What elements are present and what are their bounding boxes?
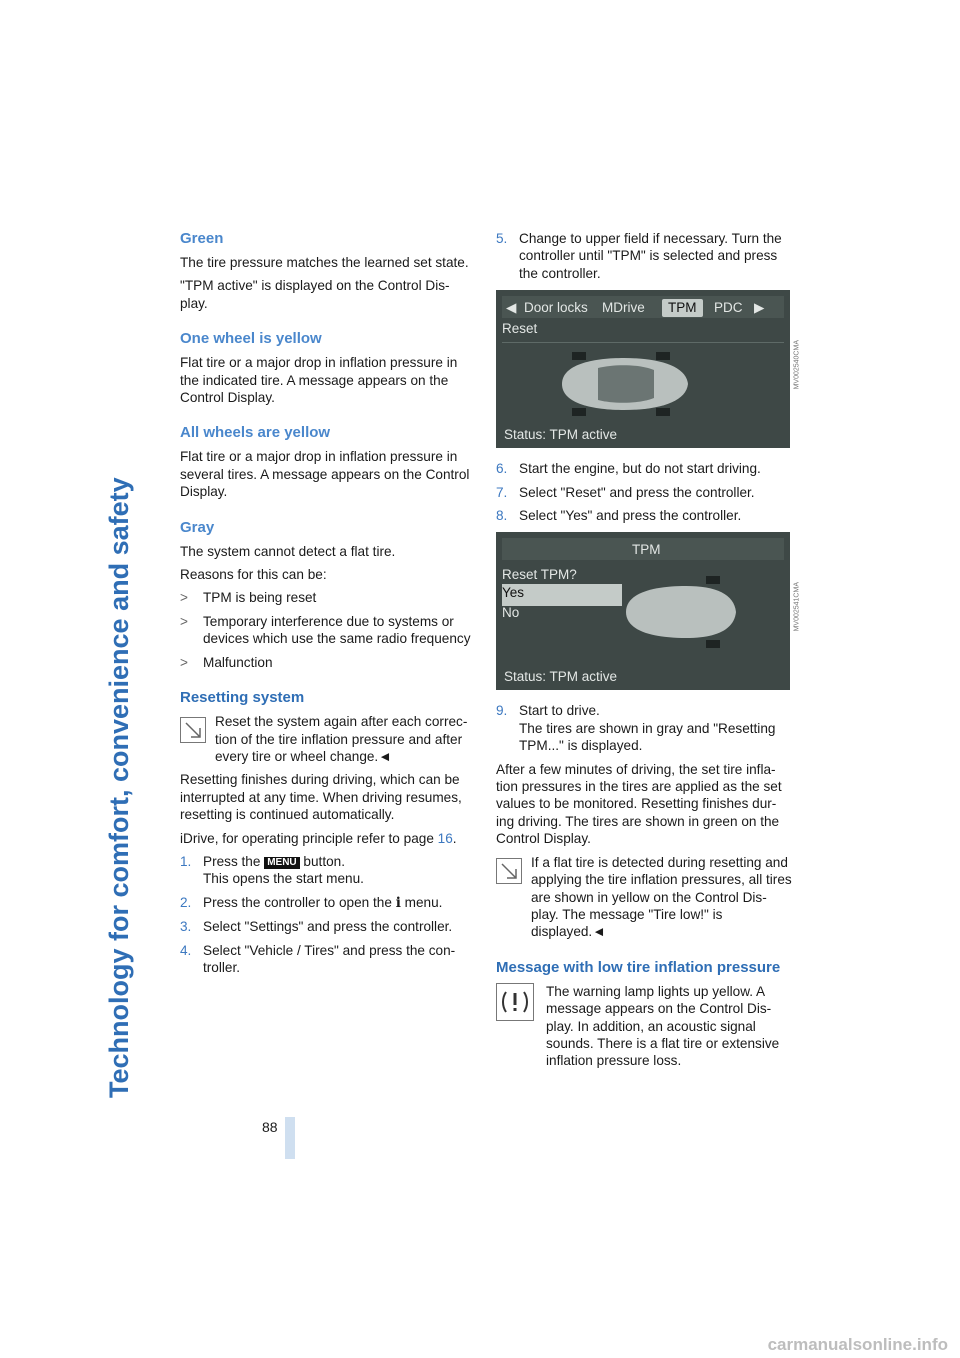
step-5: 5. Change to upper field if necessary. Turn the controller until "TPM" is selected and press the controller. [496, 231, 782, 281]
info-icon: i [395, 894, 401, 911]
step-1: 1. Press the MENU button. This opens the start menu. [180, 853, 364, 887]
screen-tab-bar [502, 296, 784, 318]
gray-text-2: Reasons for this can be: [180, 567, 327, 583]
reset-note [180, 713, 476, 765]
all-wheels-heading: All wheels are yellow [180, 424, 331, 442]
car-top-view-icon [554, 346, 694, 422]
flat-tire-note [496, 854, 792, 941]
menu-button-icon: MENU [264, 857, 299, 869]
chapter-side-title: Technology for comfort, convenience and safety [104, 477, 134, 1098]
tab-tpm: TPM [662, 299, 703, 316]
page-link[interactable]: 16 [437, 830, 453, 846]
warning-message-text: The warning lamp lights up yellow. A message appears on the Control Dis-play. In addition, an acoustic signal sounds. There is a flat tire or extensive inflation pressure loss. [546, 983, 780, 1069]
tab-door-locks: Door locks [524, 300, 588, 316]
one-wheel-text: Flat tire or a major drop in inflation pressure in the indicated tire. A message appears on the Control Display. [180, 355, 458, 406]
note-arrow-icon [496, 858, 522, 884]
watermark: carmanualsonline.info [767, 1335, 948, 1354]
screen-title-bar [502, 538, 784, 560]
low-pressure-heading: Message with low tire inflation pressure [496, 958, 781, 976]
list-item [180, 654, 476, 671]
step-8: 8. Select "Yes" and press the controller. [496, 508, 742, 524]
reset-menu-item: Reset [502, 320, 784, 343]
figure-code: MV002540CMA [793, 340, 800, 390]
figure-code: MV002541CMA [793, 582, 800, 632]
tab-pdc: PDC [714, 300, 743, 316]
green-heading: Green [180, 230, 224, 247]
flat-tire-note-text: If a flat tire is detected during resetting and applying the tire inflation pressures, all tires are shown in yellow on the Control Dis-play. The message "Tire low!" is displayed.◄ [531, 854, 792, 940]
bullet-text: Temporary interference due to systems or devices which use the same radio frequency [203, 613, 471, 647]
yes-option: Yes [502, 584, 622, 606]
green-text-2: "TPM active" is displayed on the Control Dis-play. [180, 278, 450, 311]
tab-mdrive: MDrive [602, 300, 645, 316]
step-7: 7. Select "Reset" and press the controller. [496, 484, 755, 500]
resetting-heading: Resetting system [180, 689, 305, 707]
step-2: 2. Press the controller to open the i menu. [180, 894, 443, 911]
control-display-screenshot-tpm [496, 290, 800, 448]
step-4: 4. Select "Vehicle / Tires" and press the con-troller. [180, 942, 456, 975]
gray-heading: Gray [180, 518, 215, 536]
status-text: Status: TPM active [504, 669, 618, 685]
warning-message [496, 983, 792, 1070]
no-option: No [502, 605, 520, 621]
gray-text-1: The system cannot detect a flat tire. [180, 543, 396, 559]
status-text: Status: TPM active [504, 426, 618, 442]
bullet-text: TPM is being reset [203, 590, 317, 606]
one-wheel-heading: One wheel is yellow [180, 330, 322, 348]
bullet-mark: > [180, 654, 188, 670]
bullet-text: Malfunction [203, 654, 273, 670]
reset-prompt: Reset TPM? [502, 567, 577, 583]
step-9: 9. Start to drive. The tires are shown in gray and "Resetting TPM..." is displayed. [496, 703, 776, 754]
right-arrow-icon: ▶ [754, 300, 765, 316]
screen-title: TPM [632, 542, 661, 558]
page-number: 88 [262, 1119, 278, 1135]
right-column [496, 230, 800, 1076]
reset-text-2: iDrive, for operating principle refer to page 16. [180, 830, 457, 846]
list-item [180, 613, 476, 648]
reset-note-text: Reset the system again after each correc-tion of the tire inflation pressure and after every tire or wheel change.◄ [215, 714, 468, 764]
green-text-1: The tire pressure matches the learned set state. [180, 255, 469, 270]
step-3: 3. Select "Settings" and press the controller. [180, 919, 453, 935]
car-top-view-icon [626, 572, 736, 652]
reset-text-1: Resetting finishes during driving, which can be interrupted at any time. When driving resumes, resetting is continued automatically. [180, 772, 462, 823]
all-wheels-text: Flat tire or a major drop in inflation pressure in several tires. A message appears on the Control Display. [180, 449, 470, 500]
bullet-mark: > [180, 613, 188, 629]
after-driving-text: After a few minutes of driving, the set tire infla-tion pressures in the tires are applied as the set values to be monitored. Resetting finishes dur-ing driving. The tires are shown in green on the Control Display. [496, 761, 782, 847]
page-number-bar [285, 1117, 295, 1159]
control-display-screenshot-reset [496, 532, 800, 690]
bullet-mark: > [180, 590, 188, 606]
step-6: 6. Start the engine, but do not start driving. [496, 461, 761, 477]
tire-pressure-warning-icon [496, 983, 534, 1021]
left-column [180, 230, 476, 982]
list-item [180, 589, 476, 606]
note-arrow-icon [180, 717, 206, 743]
left-arrow-icon: ◀ [506, 300, 517, 316]
